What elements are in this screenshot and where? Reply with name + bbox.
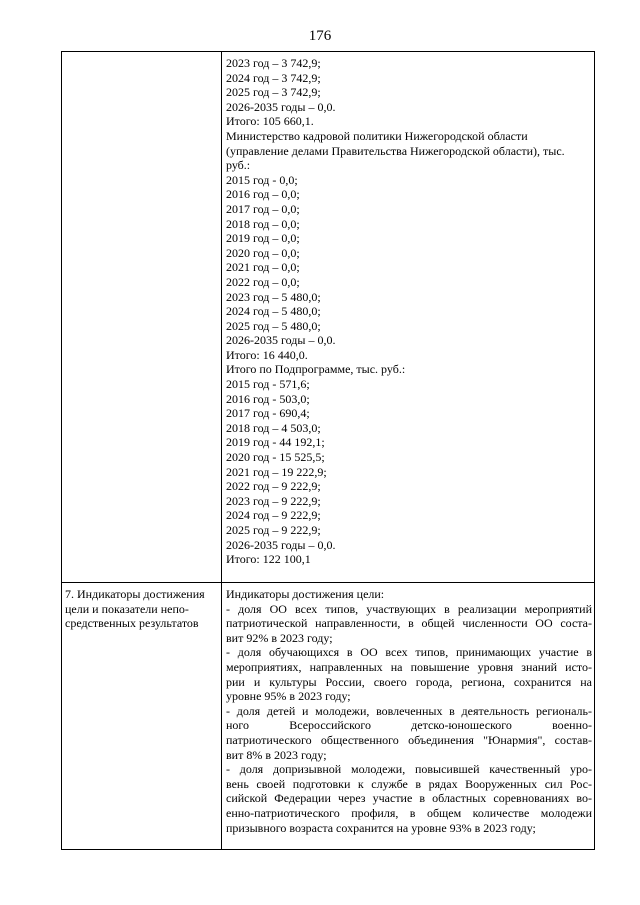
funding-line: (управление делами Правительства Нижегородской области), тыс. <box>226 143 565 158</box>
indicator-line: Индикаторы достижения цели: <box>226 587 385 601</box>
indicator-line: ного Всероссийского детско-юношеского военно- <box>226 718 592 733</box>
indicator-line: вит 8% в 2023 году; <box>226 747 327 762</box>
funding-line: 2022 год – 9 222,9; <box>226 479 321 494</box>
funding-line: 2025 год – 9 222,9; <box>226 523 321 537</box>
column-divider <box>221 52 222 849</box>
indicator-line: сийской Федерации через участие в областных соревнованиях во- <box>226 791 592 806</box>
funding-line: 2025 год – 5 480,0; <box>226 318 321 333</box>
section-label-line: средственных результатов <box>65 616 199 631</box>
section-7-label-cell <box>65 587 219 631</box>
indicator-line: патриотической направленности, в общей численности ОО соста- <box>226 616 592 631</box>
funding-line: 2015 год - 0,0; <box>226 172 298 187</box>
indicator-line: енно-патриотического профиля, в общем количестве молодежи <box>226 805 592 820</box>
funding-line: 2017 год - 690,4; <box>226 406 310 421</box>
indicator-line: вень своей подготовки к службе в рядах Вооруженных сил Рос- <box>226 776 592 791</box>
funding-line: 2024 год – 3 742,9; <box>226 70 321 85</box>
funding-line: 2023 год – 3 742,9; <box>226 56 321 70</box>
funding-line: Министерство кадровой политики Нижегородской области <box>226 128 528 143</box>
funding-line: 2016 год – 0,0; <box>226 187 300 202</box>
funding-volumes-cell <box>226 56 592 567</box>
indicator-line: - доля ОО всех типов, участвующих в реализации мероприятий <box>226 601 592 616</box>
indicator-line: призывного возраста сохранится на уровне 93% в 2023 году; <box>226 820 536 835</box>
funding-line: 2020 год – 0,0; <box>226 245 300 260</box>
indicator-line: рии и культуры России, своего города, региона, сохранится на <box>226 674 592 689</box>
indicator-line: патриотического общественного объединения "Юнармия", состав- <box>226 732 592 747</box>
program-passport-table <box>61 51 595 850</box>
page-number: 176 <box>308 28 332 44</box>
indicator-line: уровне 95% в 2023 году; <box>226 689 351 704</box>
indicators-cell <box>226 587 592 835</box>
funding-line: 2015 год - 571,6; <box>226 377 310 392</box>
funding-line: Итого: 122 100,1 <box>226 552 311 567</box>
section-label-line: цели и показатели непо- <box>65 601 189 616</box>
funding-line: 2019 год – 0,0; <box>226 231 300 246</box>
funding-line: 2018 год – 0,0; <box>226 216 300 231</box>
indicator-line: - доля детей и молодежи, вовлеченных в деятельность региональ- <box>226 703 592 718</box>
indicator-line: вит 92% в 2023 году; <box>226 630 333 645</box>
indicator-line: - доля допризывной молодежи, повысившей качественный уро- <box>226 762 592 777</box>
funding-line: 2023 год – 9 222,9; <box>226 493 321 508</box>
funding-line: 2021 год – 0,0; <box>226 260 300 275</box>
funding-line: 2017 год – 0,0; <box>226 201 300 216</box>
funding-line: 2020 год - 15 525,5; <box>226 450 325 465</box>
funding-line: 2024 год – 9 222,9; <box>226 508 321 523</box>
funding-line: 2018 год – 4 503,0; <box>226 420 321 435</box>
funding-line: Итого: 105 660,1. <box>226 114 314 129</box>
funding-line: 2023 год – 5 480,0; <box>226 289 321 304</box>
funding-line: Итого по Подпрограмме, тыс. руб.: <box>226 362 406 377</box>
funding-line: 2021 год – 19 222,9; <box>226 464 327 479</box>
section-label-line: 7. Индикаторы достижения <box>65 587 205 601</box>
indicator-line: - доля обучающихся в ОО всех типов, принимающих участие в <box>226 645 592 660</box>
funding-line: руб.: <box>226 158 251 173</box>
funding-line: 2025 год – 3 742,9; <box>226 85 321 100</box>
funding-line: 2016 год - 503,0; <box>226 391 310 406</box>
funding-line: 2026-2035 годы – 0,0. <box>226 537 336 552</box>
indicator-line: мероприятиях, направленных на повышение уровня знаний исто- <box>226 659 592 674</box>
funding-line: 2026-2035 годы – 0,0. <box>226 99 336 114</box>
funding-line: 2024 год – 5 480,0; <box>226 304 321 319</box>
funding-line: 2026-2035 годы – 0,0. <box>226 333 336 348</box>
funding-line: Итого: 16 440,0. <box>226 347 308 362</box>
funding-line: 2019 год - 44 192,1; <box>226 435 325 450</box>
row-divider <box>62 582 594 583</box>
funding-line: 2022 год – 0,0; <box>226 274 300 289</box>
